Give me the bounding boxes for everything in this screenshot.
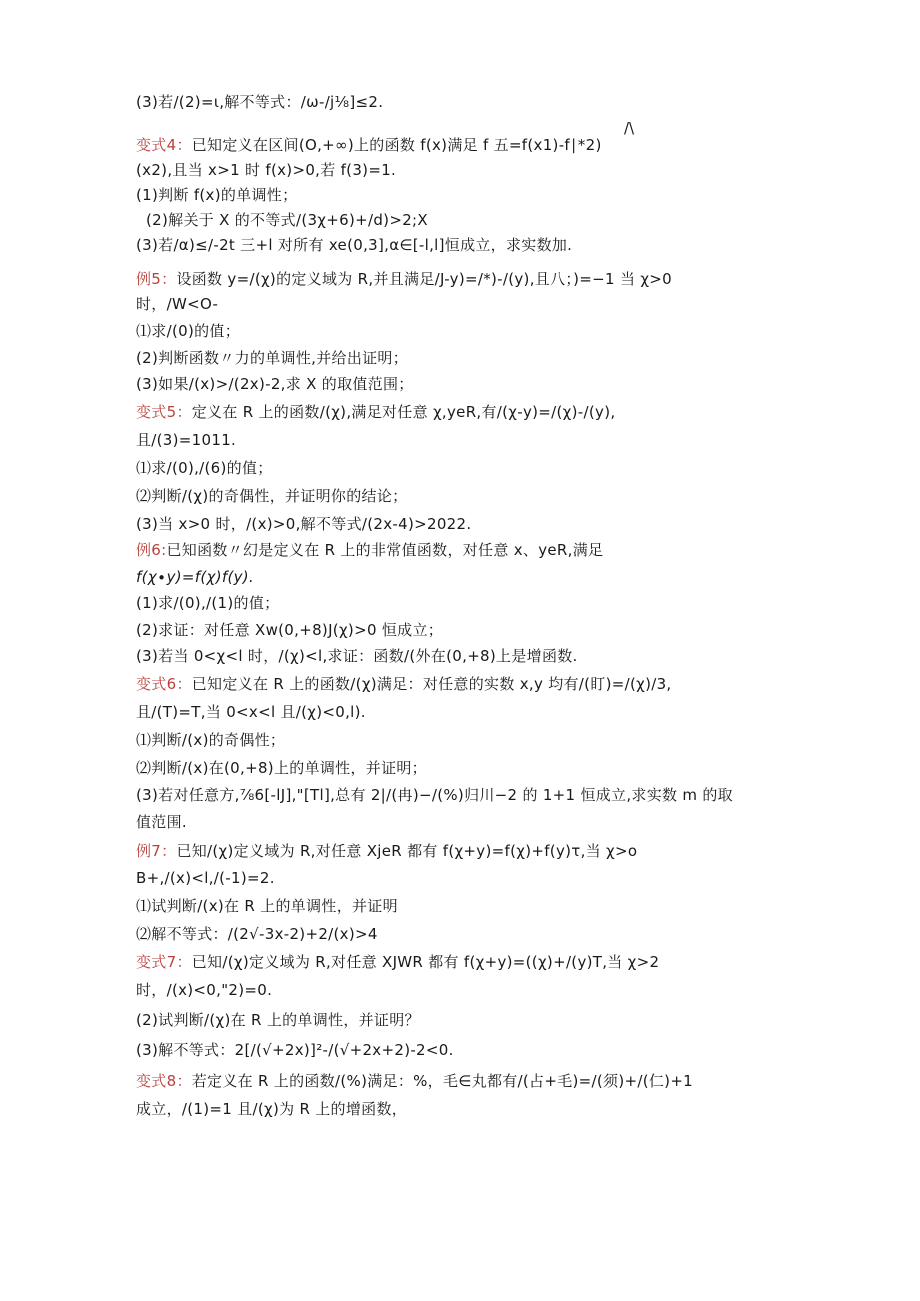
problem-label: 变式7：	[136, 953, 192, 971]
text-line: 变式6：已知定义在 R 上的函数/(χ)满足：对任意的实数 x,y 均有/(盯)=/(χ)∕3,	[136, 675, 672, 693]
text-line: (2)判断函数〃力的单调性,并给出证明；	[136, 349, 409, 367]
text-line: 值范围.	[136, 813, 187, 831]
corner-mark: /\	[624, 119, 635, 137]
text-line: (1)求/(0),/(1)的值；	[136, 594, 280, 612]
text-line: 时，/(x)<0,"2)=0.	[136, 981, 273, 999]
text-line: (3)若对任意方,⅞6[-lJ],"[Tl],总有 2|/(冉)−/(%)归川−2 的 1+1 恒成立,求实数 m 的取	[136, 786, 733, 804]
problem-label: 例6:	[136, 541, 167, 559]
text-line: (3)当 x>0 时，/(x)>0,解不等式/(2x-4)>2022.	[136, 515, 472, 533]
text-line: B+,/(x)<l,/(-1)=2.	[136, 869, 275, 887]
problem-label: 变式6：	[136, 675, 192, 693]
text-line: (x2),且当 x>1 时 f(x)>0,若 f(3)=1.	[136, 161, 397, 179]
text-line: (3)若/(2)=ι,解不等式：/ω-/j⅛]≤2.	[136, 93, 384, 111]
text-line: ⑴求/(0),/(6)的值；	[136, 459, 273, 477]
text-line: 时，/W<O-	[136, 295, 219, 313]
text-line: 例7：已知/(χ)定义域为 R,对任意 XjeR 都有 f(χ+y)=f(χ)+f(y)τ,当 χ>o	[136, 842, 638, 860]
text-line: ⑴试判断/(x)在 R 上的单调性，并证明	[136, 897, 398, 915]
text-line: (3)如果/(x)>/(2x)-2,求 X 的取值范围；	[136, 375, 414, 393]
text-line: (1)判断 f(x)的单调性；	[136, 186, 298, 204]
text-line: 例6:已知函数〃幻是定义在 R 上的非常值函数，对任意 x、yeR,满足	[136, 541, 604, 559]
text-line: 成立，/(1)=1 且/(χ)为 R 上的增函数，	[136, 1100, 408, 1118]
text-line: 变式5：定义在 R 上的函数/(χ),满足对任意 χ,yeR,有/(χ-y)=/(χ)-/(y),	[136, 403, 616, 421]
text-line: (2)试判断/(χ)在 R 上的单调性，并证明？	[136, 1011, 420, 1029]
text-line: (3)解不等式：2[/(√+2x)]²-/(√+2x+2)-2<0.	[136, 1041, 454, 1059]
text-line: ⑴判断/(x)的奇偶性；	[136, 731, 286, 749]
text-line: 变式8：若定义在 R 上的函数/(%)满足：%，毛∈丸都有/(占+毛)=/(须)+/(仁)+1	[136, 1072, 694, 1090]
problem-label: 变式5：	[136, 403, 192, 421]
text-line: ⑵判断/(x)在(0,+8)上的单调性，并证明；	[136, 759, 427, 777]
problem-label: 例5：	[136, 270, 177, 288]
text-line: 变式4：已知定义在区间(O,+∞)上的函数 f(x)满足 f 五=f(x1)-f∣*2)	[136, 136, 602, 154]
text-line: (2)求证：对任意 Xw(0,+8)J(χ)>0 恒成立；	[136, 621, 444, 639]
problem-label: 变式4：	[136, 136, 192, 154]
text-line: 例5：设函数 y=/(χ)的定义域为 R,并且满足/J-y)=/*)-/(y),且八；)=−1 当 χ>0	[136, 270, 673, 288]
text-line: 且/(T)=T,当 0<x<l 且/(χ)<0,l).	[136, 703, 366, 721]
text-line: ⑵解不等式：/(2√-3x-2)+2/(x)>4	[136, 925, 378, 943]
problem-label: 例7：	[136, 842, 177, 860]
text-line: (2)解关于 X 的不等式/(3χ+6)+/d)>2;X	[146, 211, 428, 229]
text-line: ⑴求/(0)的值；	[136, 322, 241, 340]
text-line: (3)若/α)≤/-2t 三+l 对所有 xe(0,3],α∈[-l,l]恒成立，求实数加.	[136, 236, 573, 254]
problem-label: 变式8：	[136, 1072, 192, 1090]
text-line: f(χ∙y)=f(χ)f(y).	[136, 568, 254, 586]
text-line: 变式7：已知/(χ)定义域为 R,对任意 XJWR 都有 f(χ+y)=((χ)+/(y)T,当 χ>2	[136, 953, 660, 971]
text-line: ⑵判断/(χ)的奇偶性，并证明你的结论；	[136, 487, 408, 505]
text-line: (3)若当 0<χ<l 时，/(χ)<l,求证：函数/(外在(0,+8)上是增函数.	[136, 647, 578, 665]
text-line: 且/(3)=1011.	[136, 431, 237, 449]
